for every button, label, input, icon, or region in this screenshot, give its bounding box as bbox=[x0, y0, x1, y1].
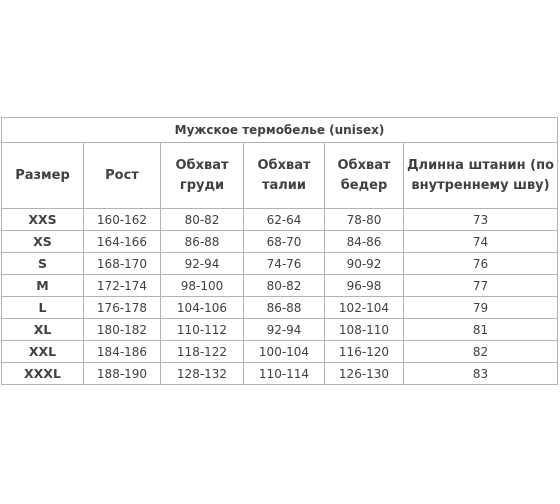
cell-height: 188-190 bbox=[84, 363, 161, 385]
table-row bbox=[2, 253, 558, 275]
cell-waist: 86-88 bbox=[244, 297, 325, 319]
cell-inseam: 74 bbox=[404, 231, 558, 253]
header-height: Рост bbox=[84, 143, 161, 209]
cell-chest: 118-122 bbox=[161, 341, 244, 363]
cell-chest: 98-100 bbox=[161, 275, 244, 297]
cell-height: 180-182 bbox=[84, 319, 161, 341]
cell-size: XXL bbox=[2, 341, 84, 363]
cell-chest: 86-88 bbox=[161, 231, 244, 253]
cell-chest: 80-82 bbox=[161, 209, 244, 231]
table-header-row bbox=[2, 143, 558, 209]
cell-hips: 108-110 bbox=[325, 319, 404, 341]
cell-size: L bbox=[2, 297, 84, 319]
cell-hips: 90-92 bbox=[325, 253, 404, 275]
cell-height: 176-178 bbox=[84, 297, 161, 319]
cell-size: XXS bbox=[2, 209, 84, 231]
cell-inseam: 73 bbox=[404, 209, 558, 231]
header-size: Размер bbox=[2, 143, 84, 209]
cell-size: XL bbox=[2, 319, 84, 341]
cell-size: XS bbox=[2, 231, 84, 253]
cell-chest: 128-132 bbox=[161, 363, 244, 385]
cell-hips: 78-80 bbox=[325, 209, 404, 231]
table-row bbox=[2, 231, 558, 253]
header-hips: Обхват бедер bbox=[325, 143, 404, 209]
cell-chest: 110-112 bbox=[161, 319, 244, 341]
size-chart-table bbox=[1, 117, 558, 385]
cell-waist: 68-70 bbox=[244, 231, 325, 253]
header-waist: Обхват талии bbox=[244, 143, 325, 209]
cell-waist: 62-64 bbox=[244, 209, 325, 231]
cell-inseam: 76 bbox=[404, 253, 558, 275]
table-row bbox=[2, 363, 558, 385]
cell-hips: 116-120 bbox=[325, 341, 404, 363]
cell-inseam: 79 bbox=[404, 297, 558, 319]
cell-hips: 84-86 bbox=[325, 231, 404, 253]
cell-waist: 100-104 bbox=[244, 341, 325, 363]
table-row bbox=[2, 297, 558, 319]
table-row bbox=[2, 341, 558, 363]
table-body bbox=[2, 209, 558, 385]
header-chest: Обхват груди bbox=[161, 143, 244, 209]
cell-inseam: 81 bbox=[404, 319, 558, 341]
cell-hips: 126-130 bbox=[325, 363, 404, 385]
cell-hips: 96-98 bbox=[325, 275, 404, 297]
cell-chest: 92-94 bbox=[161, 253, 244, 275]
cell-size: M bbox=[2, 275, 84, 297]
cell-waist: 80-82 bbox=[244, 275, 325, 297]
table-title-row bbox=[2, 118, 558, 143]
table-row bbox=[2, 209, 558, 231]
table-row bbox=[2, 319, 558, 341]
cell-size: S bbox=[2, 253, 84, 275]
cell-waist: 74-76 bbox=[244, 253, 325, 275]
cell-height: 160-162 bbox=[84, 209, 161, 231]
cell-inseam: 83 bbox=[404, 363, 558, 385]
cell-size: XXXL bbox=[2, 363, 84, 385]
cell-height: 184-186 bbox=[84, 341, 161, 363]
cell-inseam: 82 bbox=[404, 341, 558, 363]
cell-height: 164-166 bbox=[84, 231, 161, 253]
table-title: Мужское термобелье (unisex) bbox=[2, 118, 558, 143]
cell-hips: 102-104 bbox=[325, 297, 404, 319]
table-row bbox=[2, 275, 558, 297]
cell-chest: 104-106 bbox=[161, 297, 244, 319]
cell-height: 172-174 bbox=[84, 275, 161, 297]
cell-inseam: 77 bbox=[404, 275, 558, 297]
header-inseam: Длинна штанин (по внутреннему шву) bbox=[404, 143, 558, 209]
cell-waist: 110-114 bbox=[244, 363, 325, 385]
cell-height: 168-170 bbox=[84, 253, 161, 275]
cell-waist: 92-94 bbox=[244, 319, 325, 341]
